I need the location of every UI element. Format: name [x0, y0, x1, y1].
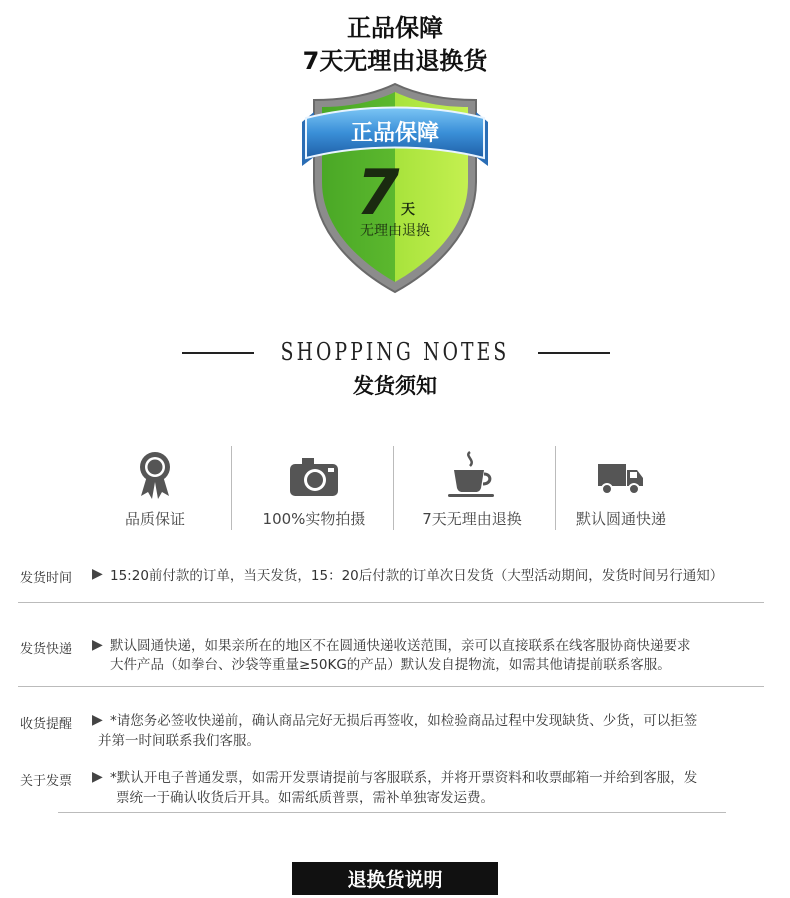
feature-real-photos — [239, 450, 389, 529]
shopping-notes-chinese: 发货须知 — [353, 374, 437, 398]
feature-real-photos-label: 100%实物拍摄 — [262, 510, 366, 528]
feature-divider — [231, 446, 232, 530]
feature-quality — [80, 450, 230, 529]
badge-unit: 天 — [401, 201, 415, 217]
play-arrow-icon: ▶ — [92, 712, 103, 728]
feature-divider — [393, 446, 394, 530]
feature-default-express-label: 默认圆通快递 — [575, 510, 666, 528]
invoice-text-line1: *默认开电子普通发票，如需开发票请提前与客服联系，并将开票资料和收票邮箱一并给到客服，发 — [110, 770, 698, 786]
play-arrow-icon: ▶ — [92, 566, 103, 582]
ribbon-text: 正品保障 — [350, 120, 440, 145]
ship-express-label: 发货快递 — [20, 642, 73, 657]
divider-right — [538, 352, 610, 354]
page-subtitle: 7天无理由退换货 — [302, 47, 488, 75]
receipt-notice-text-line1: *请您务必签收快递前，确认商品完好无损后再签收，如检验商品过程中发现缺货、少货，可以拒签 — [110, 713, 698, 729]
award-ribbon-icon — [135, 450, 175, 500]
row-divider — [58, 812, 726, 813]
badge-big-number: 7 — [356, 156, 400, 229]
receipt-notice-label: 收货提醒 — [20, 717, 73, 732]
invoice-label: 关于发票 — [20, 774, 73, 789]
play-arrow-icon: ▶ — [92, 637, 103, 653]
feature-7day-return-label: 7天无理由退换 — [422, 510, 522, 528]
ship-time-text: 15:20前付款的订单，当天发货，15：20后付款的订单次日发货（大型活动期间，发货时间另行通知） — [110, 568, 724, 584]
feature-7day-return — [397, 450, 547, 529]
row-divider — [18, 686, 764, 687]
badge-subtitle: 无理由退换 — [360, 222, 430, 238]
ship-time-label: 发货时间 — [20, 571, 73, 586]
row-divider — [18, 602, 764, 603]
receipt-notice-text-line2: 并第一时间联系我们客服。 — [98, 733, 260, 749]
shopping-notes-english: SHOPPING NOTES — [280, 338, 510, 366]
ship-express-text-line2: 大件产品（如拳台、沙袋等重量≥50KG的产品）默认发自提物流，如需其他请提前联系客服。 — [110, 657, 671, 673]
delivery-truck-icon — [596, 450, 646, 500]
shopping-notes-heading — [0, 338, 790, 368]
ship-express-text-line1: 默认圆通快递，如果亲所在的地区不在圆通快递收送范围，亲可以直接联系在线客服协商快递要求 — [110, 638, 691, 654]
coffee-cup-icon — [444, 450, 500, 500]
play-arrow-icon: ▶ — [92, 769, 103, 785]
invoice-text-line2: 票统一于确认收货后开具。如需纸质普票，需补单独寄发运费。 — [116, 790, 494, 806]
guarantee-shield-badge — [300, 82, 490, 294]
camera-icon — [288, 450, 340, 500]
page-title: 正品保障 — [347, 14, 443, 42]
return-policy-section-header: 退换货说明 — [292, 862, 498, 895]
feature-quality-label: 品质保证 — [124, 510, 185, 528]
feature-default-express — [546, 450, 696, 529]
